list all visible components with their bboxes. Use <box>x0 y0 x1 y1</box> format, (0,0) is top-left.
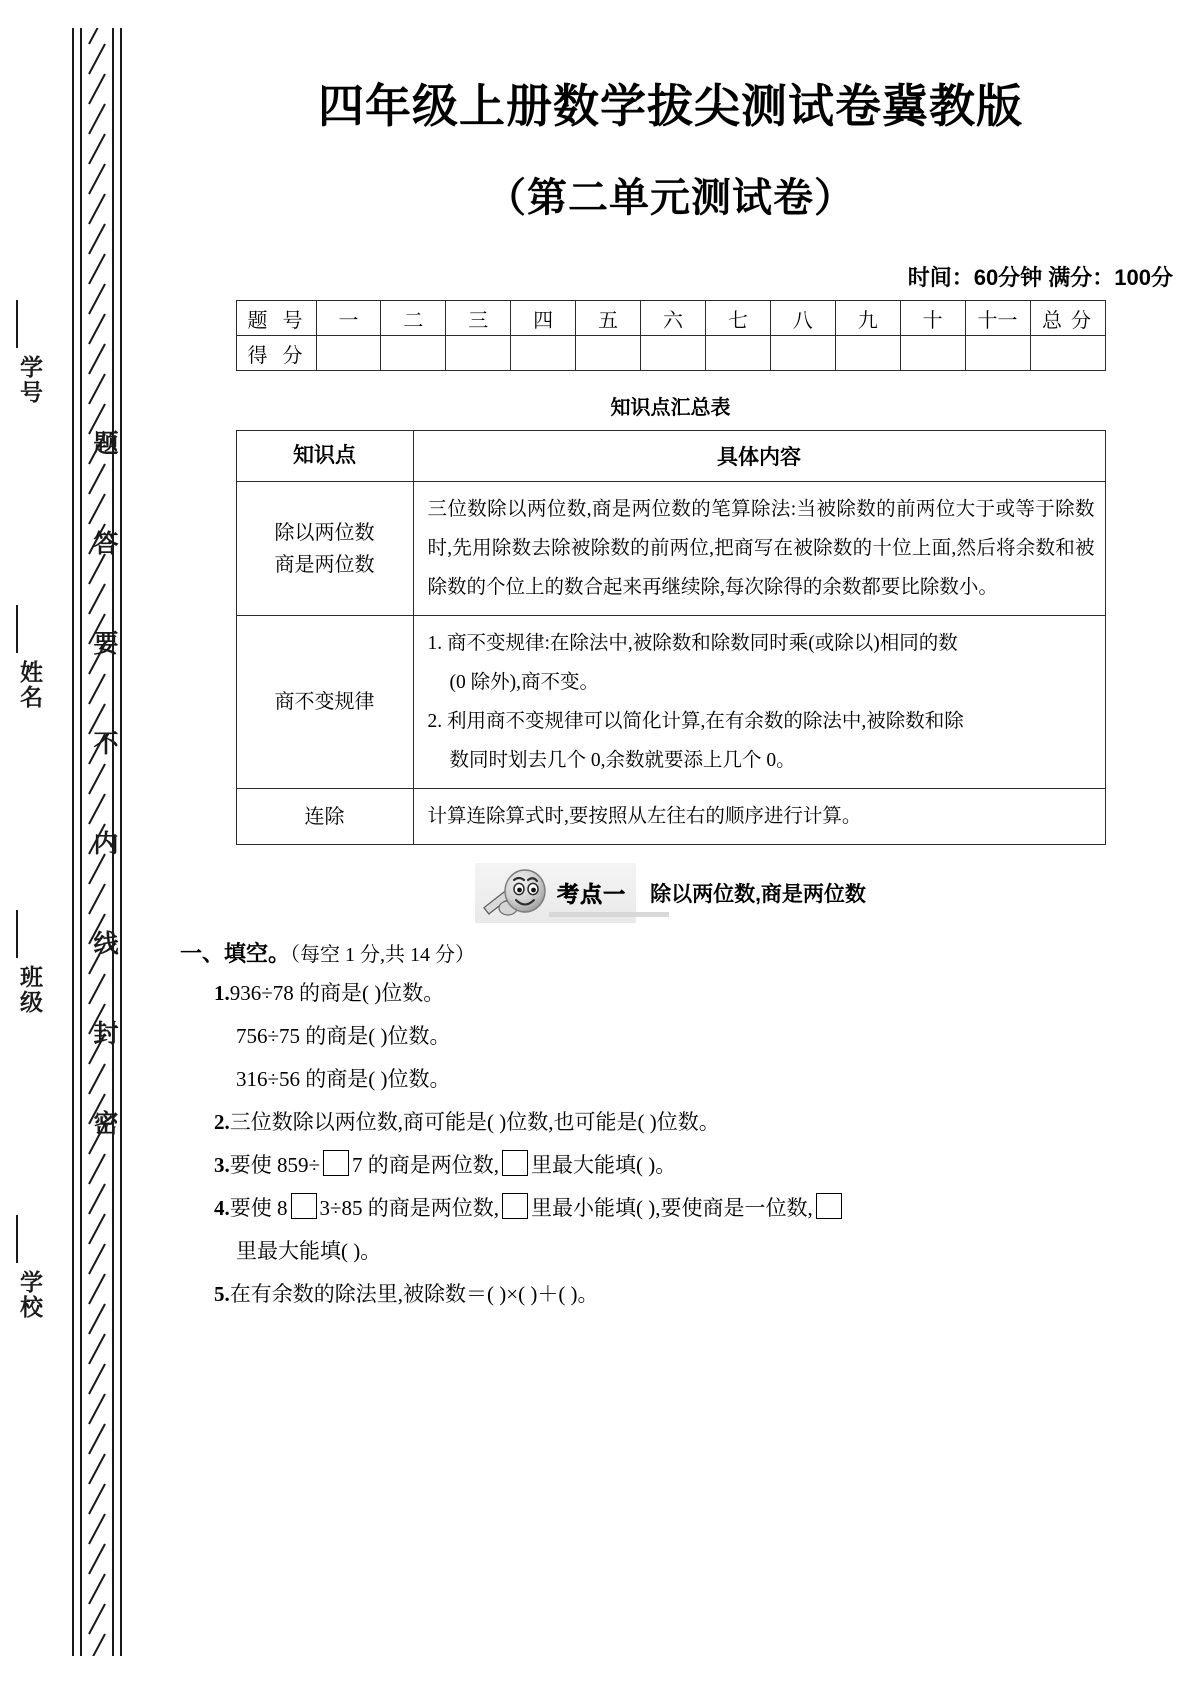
score-col-total: 总 分 <box>1030 301 1105 336</box>
kp-row1-name-line2: 商是两位数 <box>274 553 375 576</box>
field-line-name <box>16 605 18 653</box>
field-line-class <box>16 910 18 958</box>
section-title: 一、填空。 <box>180 941 291 966</box>
question-3 <box>180 1144 1167 1187</box>
score-cell-3[interactable] <box>446 336 511 371</box>
knowledge-point-table <box>236 430 1106 845</box>
section-heading <box>180 937 1167 968</box>
kaodian-badge <box>475 863 636 923</box>
score-col-9: 九 <box>835 301 900 336</box>
question-4-text-a: 要使 8 <box>229 1196 288 1221</box>
field-label-student-id: 学号 <box>17 355 43 405</box>
page-title-line2: （第二单元测试卷） <box>486 176 855 220</box>
exam-meta-info: 时间：60分钟 满分：100分 <box>907 265 1173 290</box>
score-cell-2[interactable] <box>381 336 446 371</box>
score-col-4: 四 <box>511 301 576 336</box>
seal-char-feng: 封 <box>90 1020 118 1045</box>
score-cell-6[interactable] <box>641 336 706 371</box>
score-col-8: 八 <box>770 301 835 336</box>
question-5 <box>180 1273 1167 1316</box>
score-cell-total[interactable] <box>1030 336 1105 371</box>
kp-row2-text-1a: 1. 商不变规律:在除法中,被除数和除数同时乘(或除以)相同的数 <box>427 633 958 654</box>
kaodian-underline <box>549 912 669 917</box>
seal-bar <box>0 0 150 1684</box>
field-line-school <box>16 1215 18 1263</box>
kp-row3-content <box>413 789 1105 845</box>
question-5-number: 5. <box>214 1282 230 1307</box>
kp-row1-content <box>413 482 1105 616</box>
question-2 <box>180 1101 1167 1144</box>
score-col-5: 五 <box>576 301 641 336</box>
score-col-3: 三 <box>446 301 511 336</box>
answer-box-q3-2[interactable] <box>502 1150 528 1176</box>
seal-char-ti: 题 <box>90 430 118 455</box>
seal-char-mi: 密 <box>90 1110 118 1135</box>
question-3-text-c[interactable]: 里最大能填( )。 <box>531 1153 677 1178</box>
question-1-sub-1[interactable]: 756÷75 的商是( )位数。 <box>236 1024 451 1049</box>
score-col-6: 六 <box>641 301 706 336</box>
answer-box-q4-3[interactable] <box>816 1193 842 1219</box>
question-5-text[interactable]: 在有余数的除法里,被除数＝( )×( )＋( )。 <box>229 1282 599 1307</box>
score-col-7: 七 <box>705 301 770 336</box>
score-table-row-label-score: 得 分 <box>236 336 316 371</box>
kp-header-content: 具体内容 <box>413 431 1105 482</box>
table-row <box>236 301 1105 336</box>
section-points: （每空 1 分,共 14 分） <box>290 944 476 966</box>
question-4-text-b: 3÷85 的商是两位数, <box>319 1196 500 1221</box>
table-row <box>236 789 1105 845</box>
question-1-sub-2[interactable]: 316÷56 的商是( )位数。 <box>236 1067 451 1092</box>
question-1-text[interactable]: 936÷78 的商是( )位数。 <box>229 981 445 1005</box>
score-cell-4[interactable] <box>511 336 576 371</box>
score-cell-9[interactable] <box>835 336 900 371</box>
seal-char-bu: 不 <box>90 730 118 755</box>
table-row <box>236 482 1105 616</box>
seal-rule-1 <box>72 28 74 1656</box>
field-label-school: 学校 <box>17 1270 43 1320</box>
page-title-line1: 四年级上册数学拔尖测试卷冀教版 <box>318 80 1023 132</box>
score-col-11: 十一 <box>965 301 1030 336</box>
seal-char-yao: 要 <box>90 630 118 655</box>
exam-sheet <box>150 0 1191 1684</box>
kp-row1-text: 三位数除以两位数,商是两位数的笔算除法:当被除数的前两位大于或等于除数时,先用除数去除被除数的前两位,把商写在被除数的十位上面,然后将余数和被除数的个位上的数合起来再继续除,每次除得的余数都要比除数小。 <box>427 499 1095 598</box>
table-row <box>236 336 1105 371</box>
table-row <box>236 616 1105 789</box>
score-table-row-label-qnum: 题 号 <box>236 301 316 336</box>
question-3-text-b: 7 的商是两位数, <box>352 1153 500 1178</box>
seal-char-da: 答 <box>90 530 118 555</box>
score-cell-1[interactable] <box>316 336 381 371</box>
section-fill-in-blank <box>150 937 1191 1316</box>
score-cell-11[interactable] <box>965 336 1030 371</box>
kp-row3-text: 计算连除算式时,要按照从左往右的顺序进行计算。 <box>427 806 862 827</box>
kp-row3-name: 连除 <box>236 789 413 845</box>
question-2-text[interactable]: 三位数除以两位数,商可能是( )位数,也可能是( )位数。 <box>229 1110 720 1135</box>
question-1 <box>180 972 1167 1101</box>
table-header-row <box>236 431 1105 482</box>
kp-row2-text-2b: 数同时划去几个 0,余数就要添上几个 0。 <box>449 750 796 771</box>
answer-box-q4-1[interactable] <box>291 1193 317 1219</box>
kp-row2-content <box>413 616 1105 789</box>
answer-box-q4-2[interactable] <box>502 1193 528 1219</box>
knowledge-table-caption: 知识点汇总表 <box>610 397 731 419</box>
score-table <box>236 300 1106 371</box>
kp-row1-name <box>236 482 413 616</box>
kp-row2-name: 商不变规律 <box>236 616 413 789</box>
smiley-face-with-pencil-icon <box>481 867 555 919</box>
score-col-10: 十 <box>900 301 965 336</box>
question-3-number: 3. <box>214 1153 230 1178</box>
seal-char-nei: 内 <box>90 830 118 855</box>
field-line-student-id <box>16 300 18 348</box>
field-label-name: 姓名 <box>17 660 43 710</box>
score-cell-5[interactable] <box>576 336 641 371</box>
question-1-number: 1. <box>214 981 230 1005</box>
question-3-text-a: 要使 859÷ <box>229 1153 321 1178</box>
kaodian-badge-label: 考点一 <box>557 881 627 907</box>
kp-header-name: 知识点 <box>236 431 413 482</box>
question-4-number: 4. <box>214 1196 230 1221</box>
seal-char-xian: 线 <box>90 930 118 955</box>
question-4 <box>180 1187 1167 1273</box>
question-2-number: 2. <box>214 1110 230 1135</box>
score-cell-10[interactable] <box>900 336 965 371</box>
kaodian-banner <box>150 863 1191 923</box>
question-4-text-d[interactable]: 里最大能填( )。 <box>236 1239 382 1264</box>
field-label-class: 班级 <box>17 965 43 1015</box>
answer-box-q3-1[interactable] <box>323 1150 349 1176</box>
score-col-1: 一 <box>316 301 381 336</box>
kp-row1-name-line1: 除以两位数 <box>274 521 375 544</box>
kp-row2-text-1b: (0 除外),商不变。 <box>449 672 599 693</box>
score-cell-7[interactable] <box>705 336 770 371</box>
kaodian-topic: 除以两位数,商是两位数 <box>650 883 866 906</box>
seal-rule-2 <box>80 28 82 1656</box>
score-cell-8[interactable] <box>770 336 835 371</box>
kp-row2-text-2a: 2. 利用商不变规律可以简化计算,在有余数的除法中,被除数和除 <box>427 711 964 732</box>
score-col-2: 二 <box>381 301 446 336</box>
question-4-text-c[interactable]: 里最小能填( ),要使商是一位数, <box>531 1196 813 1221</box>
